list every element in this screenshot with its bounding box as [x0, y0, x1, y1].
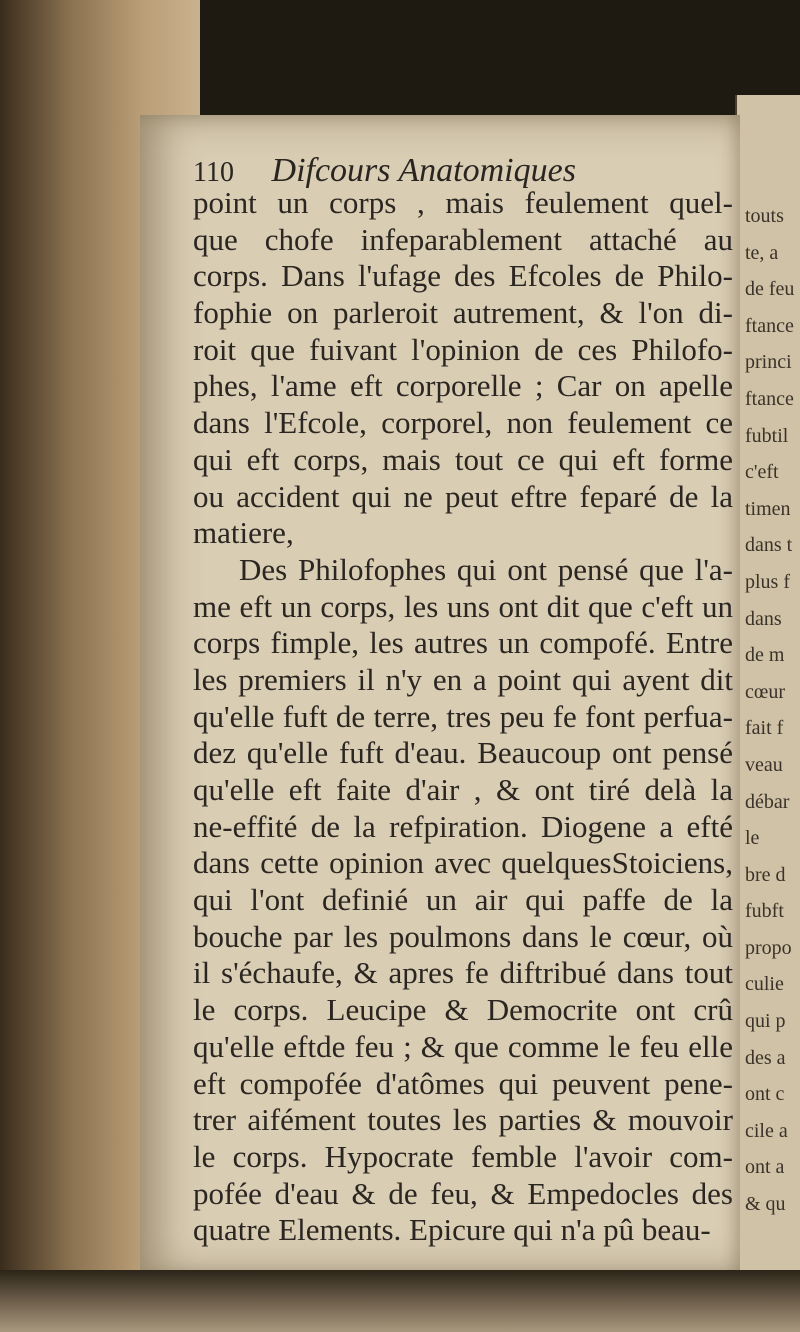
text-line: qui eft corps, mais tout ce qui eft forme: [193, 441, 733, 477]
right-page-fragment: culie: [745, 973, 784, 996]
right-page-fragment: timen: [745, 497, 791, 520]
right-page-fragment: dans t: [745, 534, 793, 557]
text-line: le corps. Leucipe & Democrite ont crû: [193, 992, 733, 1028]
text-line: eft compofée d'atômes qui peuvent pene-: [193, 1065, 733, 1101]
text-line: Des Philofophes qui ont pensé que l'a-: [239, 551, 733, 587]
right-page-fragment: bre d: [745, 863, 786, 886]
text-line: dans cette opinion avec quelquesStoiciens,: [193, 845, 733, 881]
page-number: 110: [193, 157, 234, 188]
text-line: ne-effité de la refpiration. Diogene a efté: [193, 808, 733, 844]
text-line: matiere,: [193, 515, 294, 551]
text-line: roit que fuivant l'opinion de ces Philofo-: [193, 331, 733, 367]
right-page-fragment: ftance: [745, 387, 794, 410]
text-line: qui l'ont definié un air qui paffe de la: [193, 882, 733, 918]
right-page-fragment: veau: [745, 753, 783, 776]
right-page-fragment: touts: [745, 205, 784, 227]
text-line: les premiers il n'y en a point qui ayent dit: [193, 661, 733, 697]
text-line: le corps. Hypocrate femble l'avoir com-: [193, 1138, 733, 1174]
right-page-fragment: fubft: [745, 900, 784, 923]
text-line: corps fimple, les autres un compofé. Entre: [193, 625, 733, 661]
text-line: quatre Elements. Epicure qui n'a pû beau-: [193, 1212, 711, 1248]
text-line: phes, l'ame eft corporelle ; Car on apelle: [193, 368, 733, 404]
right-page-fragment: cile a: [745, 1119, 788, 1142]
text-line: qu'elle eft faite d'air , & ont tiré delà la: [193, 772, 733, 807]
text-line: qu'elle fuft de terre, tres peu fe font perfua-: [193, 698, 733, 734]
bottom-shadow: [0, 1270, 800, 1332]
text-line: dez qu'elle fuft d'eau. Beaucoup ont pensé: [193, 735, 733, 771]
text-line: trer aifément toutes les parties & mouvoir: [193, 1102, 733, 1138]
right-page-fragment: fubtil: [745, 424, 789, 447]
right-page-fragment: débar: [745, 790, 790, 813]
text-line: me eft un corps, les uns ont dit que c'eft un: [193, 588, 733, 624]
right-page-fragment: plus f: [745, 570, 790, 593]
text-line: pofée d'eau & de feu, & Empedocles des: [193, 1175, 733, 1211]
text-line: il s'échaufe, & apres fe diftribué dans tout: [193, 955, 733, 991]
right-page-fragments: [737, 198, 794, 1223]
right-page-fragment: dans: [745, 607, 782, 630]
text-line: ou accident qui ne peut eftre feparé de la: [193, 478, 733, 514]
text-line: dans l'Efcole, corporel, non feulement ce: [193, 405, 733, 441]
right-page-fragment: te, a: [745, 241, 779, 264]
right-page-edge: [735, 95, 800, 1275]
right-page-fragment: de m: [745, 644, 785, 667]
text-line: que chofe infeparablement attaché au: [193, 221, 733, 257]
text-line: point un corps , mais feulement quel-: [193, 185, 733, 220]
right-page-fragment: cœur: [745, 680, 785, 703]
running-title: Difcours Anatomiques: [271, 152, 576, 189]
body-text: [193, 185, 733, 1249]
right-page-fragment: des a: [745, 1046, 786, 1069]
right-page-fragment: qui p: [745, 1010, 786, 1033]
right-page-fragment: propo: [745, 936, 792, 959]
right-page-fragment: princi: [745, 351, 792, 374]
text-line: bouche par les poulmons dans le cœur, où: [193, 918, 733, 954]
right-page-fragment: de feu: [745, 278, 795, 301]
right-page-fragment: fait f: [745, 717, 784, 740]
text-line: fophie on parleroit autrement, & l'on di-: [193, 295, 733, 331]
text-line: corps. Dans l'ufage des Efcoles de Philo-: [193, 258, 733, 294]
right-page-fragment: ont a: [745, 1156, 785, 1179]
right-page-fragment: & qu: [745, 1193, 786, 1216]
right-page-fragment: ont c: [745, 1083, 785, 1106]
right-page-fragment: ftance: [745, 314, 794, 337]
right-page-fragment: le: [745, 827, 760, 850]
right-page-fragment: c'eft: [745, 461, 779, 484]
text-line: qu'elle eftde feu ; & que comme le feu elle: [193, 1028, 733, 1064]
